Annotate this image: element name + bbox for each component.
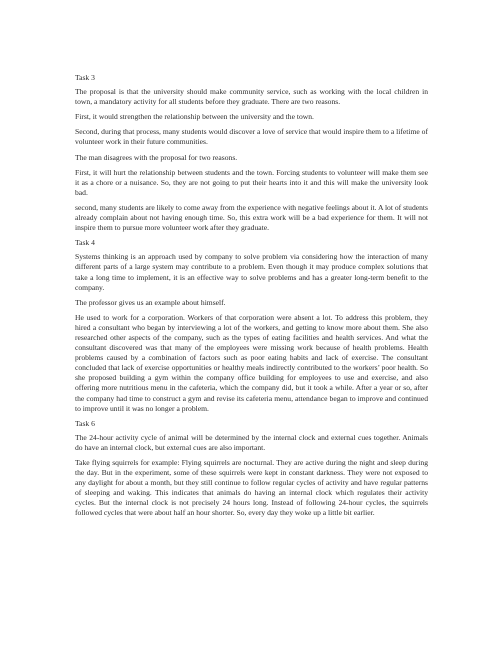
document-page bbox=[75, 73, 428, 524]
task3-man-disagrees: The man disagrees with the proposal for two reasons. bbox=[75, 152, 238, 162]
task4-heading: Task 4 bbox=[75, 238, 95, 248]
task3-proposal-paragraph: The proposal is that the university should make community service, such as working with the local children in town, a mandatory activity for all students before they graduate. There are two reasons. bbox=[75, 87, 428, 107]
task4-definition-paragraph: Systems thinking is an approach used by company to solve problem via considering how the interaction of many different parts of a large system may contribute to a problem. Even though it may produce complex solutions that take a long time to implement, it is an effective way to solve problems and has a greater long-term benefit to the company. bbox=[75, 252, 428, 292]
task6-heading: Task 6 bbox=[75, 418, 95, 428]
task3-heading: Task 3 bbox=[75, 73, 95, 82]
task3-second-reason: Second, during that process, many students would discover a love of service that would inspire them to a lifetime of volunteer work in their future communities. bbox=[75, 127, 428, 147]
task6-example-paragraph: Take flying squirrels for example: Flying squirrels are nocturnal. They are active during the night and sleep during the day. But in the experiment, some of these squirrels were kept in constant darkness. They were not exposed to any daylight for about a month, but they still continue to follow regular cycles of activity and have regular patterns of sleeping and waking. This indicates that animals do having an internal clock which regulates their activity cycles. But the internal clock is not precisely 24 hours long. Instead of following 24-hour cycles, the squirrels followed cycles that were about half an hour shorter. So, every day they woke up a little bit earlier. bbox=[75, 458, 428, 518]
task4-professor-intro: The professor gives us an example about himself. bbox=[75, 297, 226, 307]
task3-man-second-reason: second, many students are likely to come away from the experience with negative feelings about it. A lot of students already complain about not having enough time. So, this extra work will be a bad experience for them. It will not inspire them to pursue more volunteer work after they graduate. bbox=[75, 202, 428, 233]
task3-man-first-reason: First, it will hurt the relationship between students and the town. Forcing students to volunteer will make them see it as a chore or a nuisance. So, they are not going to put their hearts into it and this will make the university look bad. bbox=[75, 167, 428, 197]
task3-first-reason: First, it would strengthen the relationship between the university and the town. bbox=[75, 112, 314, 122]
task6-intro-paragraph: The 24-hour activity cycle of animal will be determined by the internal clock and external cues together. Animals do have an internal clock, but external cues are also important. bbox=[75, 432, 428, 452]
task4-example-paragraph: He used to work for a corporation. Workers of that corporation were absent a lot. To address this problem, they hired a consultant who began by interviewing a lot of the workers, and getting to know more about them. She also researched other aspects of the company, such as the types of eating facilities and health services. And what the consultant discovered was that many of the employees were missing work because of health problems. Health problems caused by a combination of factors such as poor eating habits and lack of exercise. The consultant concluded that lack of exercise opportunities or healthy meals indirectly contributed to the workers’ poor health. So she proposed building a gym within the company office building for employees to use and exercise, and also offering more nutritious menu in the cafeteria, which the company did, but it took a while. After a year or so, after the company had time to construct a gym and revise its cafeteria menu, attendance began to improve and continued to improve until it was no longer a problem. bbox=[75, 312, 428, 413]
